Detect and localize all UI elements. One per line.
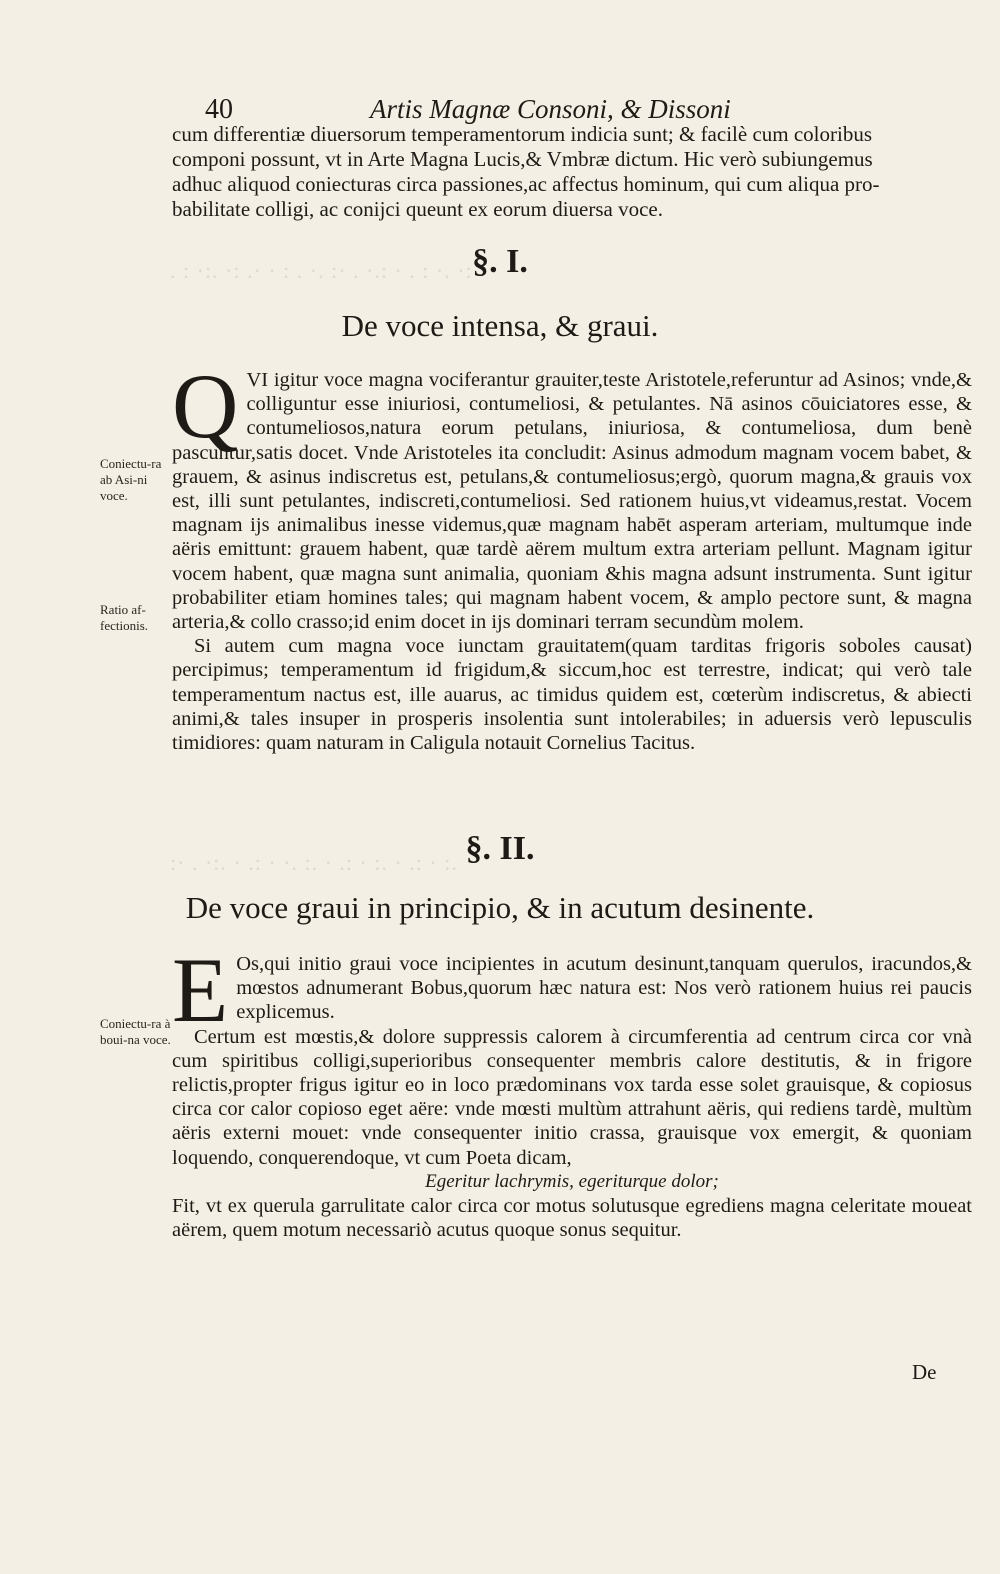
section-1-paragraph-1: VI igitur voce magna vociferantur grauiter,teste Aristotele,referuntur ad Asinos; vnde,& colliguntur esse iniuriosi, contumeliosi, & petulantes. Nā asinos cōuiciatores esse, & contumeliosos,natura eorum petulans, iniuriosa, & contumeliosa, dum benè pascuntur,satis docet. Vnde Aristoteles ita concludit: Asinus admodum magnam vocem babet, & grauem, & asinus indiscretus est, petulans,& contumeliosus;ergò, quorum magna,& grauis vox est, illi sunt petulantes, indiscreti,contumeliosi. Sed rationem huius,vt videamus,restat. Vocem magnam ijs animalibus inesse videmus,quæ magnam habēt asperam arteriam, multumque inde aëris emittunt: grauem habent, quæ tardè aërem multum extra arteriam pellunt. Magnam igitur vocem habent, quæ magna sunt animalia, quoniam &his magna adsunt instrumenta. Sunt igitur probabiliter etiam homines tales; qui magnam habent vocem, & amplo pectore sunt, & magna arteria,& collo crasso;id enim docet in ijs dominari terram secundùm molem.	[172, 369, 972, 634]
section-1-body	[172, 355, 972, 755]
page-number: 40	[205, 94, 233, 125]
bleed-through-text: . : ·:. ·: .· · : . ·. :· . ·.: · . : ·. ·:	[170, 258, 473, 283]
section-2-closing: Fit, vt ex querula garrulitate calor circa cor motus solutusque egrediens magna celeritate moueat aërem, quem motum necessariò acutus quoque sonus sequitur.	[172, 1195, 972, 1242]
marginal-note: Ratio af-fectionis.	[100, 602, 149, 633]
marginal-note: Coniectu-ra ab Asi-ni voce.	[100, 456, 162, 503]
bleed-through-text: :· . ·:. · .: · ·. :. · .: · :. · .: · :.	[170, 850, 458, 875]
section-2-paragraph-1: Os,qui initio graui voce incipientes in acutum desinunt,tanquam querulos, iracundos,& mœstos adnumerant Bobus,quorum hæc natura est: Nos verò rationem huius rei paucis explicemus.	[236, 953, 972, 1024]
section-2-number: §. II.	[465, 830, 535, 867]
section-2-paragraph-2: Certum est mœstis,& dolore suppressis calorem à circumferentia ad centrum circa cor vnà cum spiritibus colligi,superioribus consequenter membris calore destitutis, & in frigore relictis,propter frigus igitur eo in loco prædominans vox tarda esse solet grauisque, & copiosus circa cor calor copioso eget aëre: vnde mœsti multùm attrahunt aëris, qui rediens tardè, multùm aëris externi mouet: vnde consequenter initio crassa, grauisque vox emergit, & quoniam loquendo, conquerendoque, vt cum Poeta dicam,	[172, 1025, 972, 1169]
section-2-title: De voce graui in principio, & in acutum desinente.	[185, 890, 815, 925]
drop-cap: E	[172, 939, 229, 1041]
section-2-body	[172, 939, 972, 1242]
drop-cap: Q	[172, 355, 239, 457]
intro-paragraph: cum differentiæ diuersorum temperamentorum indicia sunt; & facilè cum coloribus componi possunt, vt in Arte Magna Lucis,& Vmbræ dictum. Hic verò subiungemus adhuc aliquod coniecturas circa passiones,ac affectus hominum, qui cum aliqua pro- babilitate colligi, ac conijci queunt ex eorum diuersa voce.	[172, 122, 880, 221]
running-title: Artis Magnæ Consoni, & Dissoni	[370, 94, 731, 124]
verse-quotation: Egeritur lachrymis, egeriturque dolor;	[425, 1170, 719, 1192]
section-1-number: §. I.	[472, 243, 528, 280]
catchword: De	[912, 1360, 937, 1384]
section-1-title: De voce intensa, & graui.	[341, 308, 659, 343]
section-1-paragraph-2: Si autem cum magna voce iunctam grauitatem(quam tarditas frigoris soboles causat) percipimus; temperamentum id frigidum,& siccum,hoc est terrestre, indicat; qui verò tale temperamentum nactus est, ille auarus, ac timidus quidem est, cœterùm indiscretus, & abiecti animi,& tales insuper in prosperis insolentia sunt intolerabiles; in aduersis verò lepusculis timidiores: quam naturam in Caligula notauit Cornelius Tacitus.	[172, 635, 972, 755]
marginal-note: Coniectu-ra à boui-na voce.	[100, 1016, 171, 1047]
